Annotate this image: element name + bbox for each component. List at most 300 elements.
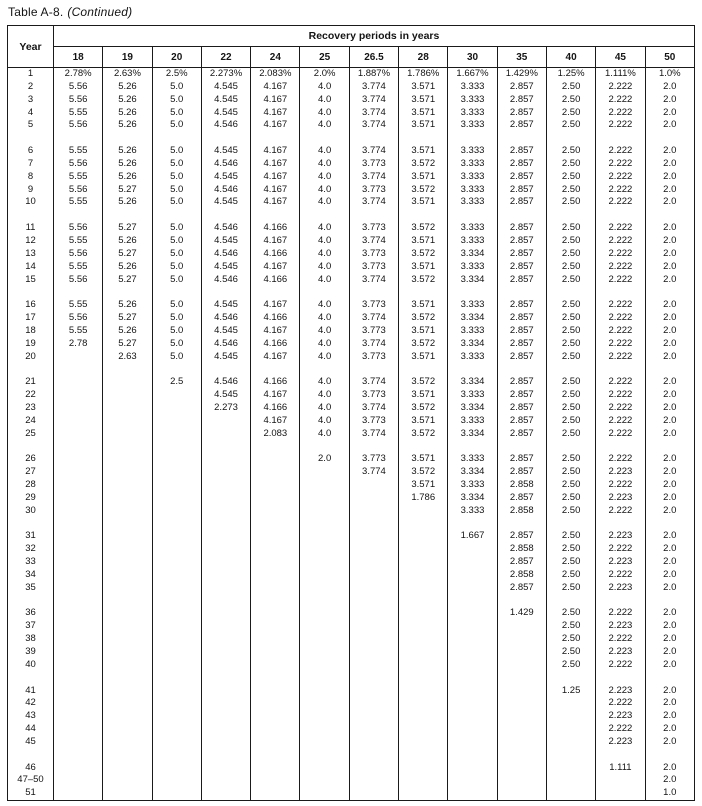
- rate-value-cell: 2.222: [596, 81, 645, 94]
- rate-value-cell: 2.222: [596, 505, 645, 518]
- rate-value-cell: 3.571: [399, 479, 448, 492]
- rate-value-cell: 4.166: [251, 338, 300, 351]
- group-header-row: [8, 26, 695, 47]
- rate-value-cell: 2.0: [645, 158, 694, 171]
- rate-value-cell: [300, 723, 349, 736]
- spacer-cell: [399, 749, 448, 762]
- rate-value-cell: 2.0: [645, 338, 694, 351]
- rate-value-cell: 2.857: [497, 325, 546, 338]
- rate-value-cell: 2.0: [645, 171, 694, 184]
- rate-value-cell: [54, 376, 103, 389]
- rate-value-cell: [546, 697, 595, 710]
- table-row: [8, 351, 695, 364]
- rate-value-cell: 4.546: [201, 338, 250, 351]
- rate-value-cell: [103, 633, 152, 646]
- rate-value-cell: [300, 620, 349, 633]
- rate-value-cell: [201, 685, 250, 698]
- rate-value-cell: 4.0: [300, 107, 349, 120]
- rate-value-cell: 2.0: [645, 762, 694, 775]
- rate-value-cell: 1.429: [497, 607, 546, 620]
- spacer-cell: [349, 518, 398, 531]
- rate-value-cell: 4.167: [251, 299, 300, 312]
- rate-value-cell: 2.0: [645, 94, 694, 107]
- rate-value-cell: 5.56: [54, 94, 103, 107]
- rate-value-cell: 3.774: [349, 402, 398, 415]
- spacer-cell: [546, 209, 595, 222]
- rate-value-cell: 3.572: [399, 158, 448, 171]
- spacer-cell: [251, 132, 300, 145]
- year-cell: 40: [8, 659, 54, 672]
- rate-value-cell: 2.857: [497, 81, 546, 94]
- rate-value-cell: 3.774: [349, 428, 398, 441]
- rate-value-cell: 3.773: [349, 389, 398, 402]
- rate-value-cell: 2.50: [546, 222, 595, 235]
- rate-value-cell: [103, 762, 152, 775]
- rate-value-cell: 2.50: [546, 569, 595, 582]
- rate-value-cell: [251, 762, 300, 775]
- spacer-cell: [300, 440, 349, 453]
- rate-value-cell: 2.0: [645, 569, 694, 582]
- rate-value-cell: [201, 697, 250, 710]
- rate-value-cell: 2.222: [596, 351, 645, 364]
- rate-value-cell: 2.0: [645, 530, 694, 543]
- rate-value-cell: 3.571: [399, 235, 448, 248]
- rate-value-cell: 2.50: [546, 196, 595, 209]
- rate-value-cell: 2.857: [497, 248, 546, 261]
- spacer-cell: [448, 672, 497, 685]
- rate-value-cell: 2.857: [497, 492, 546, 505]
- rate-value-cell: 3.333: [448, 145, 497, 158]
- rate-value-cell: [251, 646, 300, 659]
- spacer-cell: [448, 209, 497, 222]
- table-row: [8, 402, 695, 415]
- rate-value-cell: 3.571: [399, 325, 448, 338]
- rate-value-cell: 3.572: [399, 184, 448, 197]
- rate-value-cell: [152, 607, 201, 620]
- rate-value-cell: 1.25: [546, 685, 595, 698]
- rate-value-cell: 2.50: [546, 582, 595, 595]
- spacer-row: [8, 132, 695, 145]
- rate-value-cell: 2.0: [645, 723, 694, 736]
- spacer-row: [8, 595, 695, 608]
- rate-value-cell: 2.0: [645, 479, 694, 492]
- rate-value-cell: 2.222: [596, 697, 645, 710]
- rate-value-cell: [399, 543, 448, 556]
- rate-value-cell: [54, 762, 103, 775]
- rate-value-cell: 2.857: [497, 376, 546, 389]
- rate-value-cell: [300, 466, 349, 479]
- rate-value-cell: 5.55: [54, 196, 103, 209]
- spacer-cell: [596, 595, 645, 608]
- spacer-cell: [201, 518, 250, 531]
- table-row: [8, 723, 695, 736]
- spacer-cell: [399, 132, 448, 145]
- rate-value-cell: 4.0: [300, 389, 349, 402]
- rate-value-cell: 3.571: [399, 81, 448, 94]
- rate-value-cell: 3.333: [448, 94, 497, 107]
- recovery-period-column-header-40: 40: [546, 47, 595, 68]
- rate-value-cell: 3.572: [399, 338, 448, 351]
- rate-value-cell: [54, 633, 103, 646]
- year-cell: 45: [8, 736, 54, 749]
- rate-value-cell: 4.166: [251, 376, 300, 389]
- rate-value-cell: 4.167: [251, 415, 300, 428]
- rate-value-cell: [54, 723, 103, 736]
- rate-value-cell: 2.222: [596, 543, 645, 556]
- rate-value-cell: [251, 453, 300, 466]
- rate-value-cell: 3.773: [349, 261, 398, 274]
- table-row: [8, 81, 695, 94]
- spacer-cell: [152, 749, 201, 762]
- rate-value-cell: [103, 415, 152, 428]
- spacer-cell: [54, 209, 103, 222]
- rate-value-cell: [448, 620, 497, 633]
- rate-value-cell: 3.571: [399, 261, 448, 274]
- spacer-cell: [201, 132, 250, 145]
- spacer-cell: [546, 749, 595, 762]
- rate-value-cell: 5.0: [152, 145, 201, 158]
- rate-value-cell: 5.26: [103, 119, 152, 132]
- rate-value-cell: [54, 543, 103, 556]
- rate-value-cell: 3.773: [349, 158, 398, 171]
- rate-value-cell: [300, 556, 349, 569]
- rate-value-cell: 2.50: [546, 389, 595, 402]
- rate-value-cell: 4.167: [251, 171, 300, 184]
- rate-value-cell: 2.0: [645, 659, 694, 672]
- rate-value-cell: 4.167: [251, 235, 300, 248]
- rate-value-cell: 2.222: [596, 453, 645, 466]
- rate-value-cell: [201, 543, 250, 556]
- spacer-cell: [497, 595, 546, 608]
- rate-value-cell: 2.50: [546, 646, 595, 659]
- rate-value-cell: 2.273%: [201, 68, 250, 81]
- rate-value-cell: 2.50: [546, 505, 595, 518]
- rate-value-cell: [54, 582, 103, 595]
- rate-value-cell: 3.334: [448, 402, 497, 415]
- rate-value-cell: [349, 774, 398, 787]
- rate-value-cell: [54, 492, 103, 505]
- rate-value-cell: 2.0: [645, 620, 694, 633]
- rate-value-cell: 4.0: [300, 325, 349, 338]
- rate-value-cell: 2.50: [546, 235, 595, 248]
- rate-value-cell: 2.50: [546, 299, 595, 312]
- table-row: [8, 697, 695, 710]
- rate-value-cell: 4.546: [201, 119, 250, 132]
- rate-value-cell: 5.55: [54, 171, 103, 184]
- rate-value-cell: 2.0: [645, 119, 694, 132]
- rate-value-cell: 5.56: [54, 274, 103, 287]
- rate-value-cell: 4.0: [300, 299, 349, 312]
- spacer-cell: [645, 209, 694, 222]
- rate-value-cell: [300, 505, 349, 518]
- rate-value-cell: 4.0: [300, 351, 349, 364]
- rate-value-cell: 2.857: [497, 171, 546, 184]
- rate-value-cell: [448, 556, 497, 569]
- rate-value-cell: 2.0: [645, 402, 694, 415]
- rate-value-cell: [251, 582, 300, 595]
- table-row: [8, 119, 695, 132]
- spacer-cell: [300, 595, 349, 608]
- rate-value-cell: 4.546: [201, 274, 250, 287]
- rate-value-cell: 1.786%: [399, 68, 448, 81]
- spacer-cell: [251, 518, 300, 531]
- rate-value-cell: [201, 415, 250, 428]
- rate-value-cell: 4.167: [251, 94, 300, 107]
- rate-value-cell: [54, 646, 103, 659]
- spacer-cell: [596, 209, 645, 222]
- rate-value-cell: [399, 723, 448, 736]
- table-row: [8, 543, 695, 556]
- spacer-row: [8, 749, 695, 762]
- spacer-cell: [152, 286, 201, 299]
- table-row: [8, 762, 695, 775]
- rate-value-cell: [54, 556, 103, 569]
- rate-value-cell: 2.78: [54, 338, 103, 351]
- year-cell: 47–50: [8, 774, 54, 787]
- rate-value-cell: [448, 685, 497, 698]
- spacer-cell: [201, 363, 250, 376]
- year-cell: 42: [8, 697, 54, 710]
- rate-value-cell: 2.50: [546, 376, 595, 389]
- table-row: [8, 646, 695, 659]
- spacer-cell: [103, 672, 152, 685]
- rate-value-cell: 2.222: [596, 428, 645, 441]
- rate-value-cell: 4.167: [251, 325, 300, 338]
- rate-value-cell: [349, 787, 398, 800]
- rate-value-cell: 5.26: [103, 235, 152, 248]
- rate-value-cell: 5.56: [54, 158, 103, 171]
- rate-value-cell: 4.545: [201, 81, 250, 94]
- rate-value-cell: [546, 787, 595, 800]
- rate-value-cell: 2.222: [596, 196, 645, 209]
- rate-value-cell: [596, 774, 645, 787]
- rate-value-cell: 2.857: [497, 389, 546, 402]
- rate-value-cell: 3.572: [399, 466, 448, 479]
- rate-value-cell: 1.0%: [645, 68, 694, 81]
- spacer-cell: [497, 440, 546, 453]
- spacer-cell: [645, 595, 694, 608]
- rate-value-cell: 5.56: [54, 81, 103, 94]
- rate-value-cell: 2.222: [596, 261, 645, 274]
- rate-value-cell: [497, 723, 546, 736]
- year-cell: 25: [8, 428, 54, 441]
- rate-value-cell: [103, 453, 152, 466]
- rate-value-cell: [103, 389, 152, 402]
- rate-value-cell: [300, 569, 349, 582]
- rate-value-cell: [251, 479, 300, 492]
- spacer-cell: [300, 286, 349, 299]
- recovery-period-column-header-22: 22: [201, 47, 250, 68]
- rate-value-cell: [399, 556, 448, 569]
- rate-value-cell: [103, 376, 152, 389]
- rate-value-cell: [349, 505, 398, 518]
- rate-value-cell: 2.0: [645, 543, 694, 556]
- rate-value-cell: 4.167: [251, 196, 300, 209]
- rate-value-cell: [300, 659, 349, 672]
- rate-value-cell: [448, 633, 497, 646]
- rate-value-cell: [251, 736, 300, 749]
- rate-value-cell: 5.0: [152, 222, 201, 235]
- rate-value-cell: 4.546: [201, 312, 250, 325]
- rate-value-cell: 2.857: [497, 107, 546, 120]
- rate-value-cell: [448, 569, 497, 582]
- rate-value-cell: [497, 736, 546, 749]
- table-row: [8, 659, 695, 672]
- rate-value-cell: 3.333: [448, 325, 497, 338]
- rate-value-cell: [152, 659, 201, 672]
- rate-value-cell: 4.546: [201, 184, 250, 197]
- rate-value-cell: 2.50: [546, 325, 595, 338]
- rate-value-cell: [103, 787, 152, 800]
- rate-value-cell: 1.0: [645, 787, 694, 800]
- rate-value-cell: [251, 556, 300, 569]
- year-cell: 3: [8, 94, 54, 107]
- rate-value-cell: [399, 697, 448, 710]
- rate-value-cell: 4.545: [201, 261, 250, 274]
- rate-value-cell: 5.55: [54, 235, 103, 248]
- rate-value-cell: [399, 569, 448, 582]
- table-row: [8, 505, 695, 518]
- rate-value-cell: [54, 351, 103, 364]
- rate-value-cell: 2.0: [645, 222, 694, 235]
- recovery-period-column-header-45: 45: [596, 47, 645, 68]
- rate-value-cell: 1.429%: [497, 68, 546, 81]
- rate-value-cell: 3.773: [349, 351, 398, 364]
- spacer-cell: [54, 518, 103, 531]
- table-row: [8, 376, 695, 389]
- year-cell: 13: [8, 248, 54, 261]
- rate-value-cell: 3.333: [448, 107, 497, 120]
- rate-value-cell: 5.0: [152, 81, 201, 94]
- rate-value-cell: 3.333: [448, 351, 497, 364]
- rate-value-cell: 2.857: [497, 312, 546, 325]
- rate-value-cell: 3.334: [448, 312, 497, 325]
- rate-value-cell: [546, 723, 595, 736]
- rate-value-cell: [349, 607, 398, 620]
- spacer-cell: [399, 209, 448, 222]
- rate-value-cell: [349, 582, 398, 595]
- spacer-cell: [596, 286, 645, 299]
- rate-value-cell: [399, 505, 448, 518]
- rate-value-cell: 2.50: [546, 81, 595, 94]
- rate-value-cell: 2.50: [546, 274, 595, 287]
- table-row: [8, 184, 695, 197]
- rate-value-cell: [448, 646, 497, 659]
- rate-value-cell: 4.0: [300, 196, 349, 209]
- spacer-cell: [103, 518, 152, 531]
- rate-value-cell: [201, 607, 250, 620]
- table-row: [8, 479, 695, 492]
- table-row: [8, 453, 695, 466]
- rate-value-cell: [54, 774, 103, 787]
- rate-value-cell: 5.0: [152, 338, 201, 351]
- recovery-period-column-header-26.5: 26.5: [349, 47, 398, 68]
- rate-value-cell: [103, 428, 152, 441]
- rate-value-cell: 5.0: [152, 107, 201, 120]
- rate-value-cell: 2.223: [596, 530, 645, 543]
- rate-value-cell: [152, 415, 201, 428]
- table-row: [8, 607, 695, 620]
- rate-value-cell: 2.5: [152, 376, 201, 389]
- table-row: [8, 569, 695, 582]
- rate-value-cell: 2.223: [596, 710, 645, 723]
- spacer-row: [8, 363, 695, 376]
- spacer-cell: [152, 672, 201, 685]
- spacer-cell: [645, 749, 694, 762]
- table-row: [8, 389, 695, 402]
- year-cell: 28: [8, 479, 54, 492]
- rate-value-cell: 3.572: [399, 428, 448, 441]
- spacer-cell: [546, 518, 595, 531]
- year-cell: 26: [8, 453, 54, 466]
- spacer-cell: [497, 518, 546, 531]
- rate-value-cell: 2.0: [645, 196, 694, 209]
- rate-value-cell: 3.774: [349, 145, 398, 158]
- rate-value-cell: [54, 505, 103, 518]
- rate-value-cell: 2.63%: [103, 68, 152, 81]
- rate-value-cell: 2.50: [546, 248, 595, 261]
- rate-value-cell: 3.333: [448, 389, 497, 402]
- rate-value-cell: [399, 736, 448, 749]
- spacer-cell: [152, 518, 201, 531]
- rate-value-cell: 3.773: [349, 184, 398, 197]
- year-cell: 38: [8, 633, 54, 646]
- rate-value-cell: 4.167: [251, 184, 300, 197]
- rate-value-cell: 1.667: [448, 530, 497, 543]
- rate-value-cell: 4.167: [251, 351, 300, 364]
- spacer-cell: [546, 132, 595, 145]
- spacer-cell: [300, 209, 349, 222]
- rate-value-cell: 4.166: [251, 402, 300, 415]
- rate-value-cell: [300, 697, 349, 710]
- rate-value-cell: 2.857: [497, 261, 546, 274]
- rate-value-cell: [300, 787, 349, 800]
- rate-value-cell: 2.0: [645, 710, 694, 723]
- rate-value-cell: 2.223: [596, 582, 645, 595]
- rate-value-cell: 4.167: [251, 389, 300, 402]
- rate-value-cell: 2.857: [497, 415, 546, 428]
- rate-value-cell: 2.50: [546, 428, 595, 441]
- spacer-cell: [8, 209, 54, 222]
- rate-value-cell: 3.774: [349, 171, 398, 184]
- rate-value-cell: [152, 633, 201, 646]
- rate-value-cell: 2.0: [645, 466, 694, 479]
- rate-value-cell: 4.545: [201, 196, 250, 209]
- rate-value-cell: 2.0: [645, 261, 694, 274]
- rate-value-cell: [349, 659, 398, 672]
- rate-value-cell: [103, 479, 152, 492]
- rate-value-cell: 2.50: [546, 543, 595, 556]
- rate-value-cell: 2.222: [596, 607, 645, 620]
- rate-value-cell: [349, 633, 398, 646]
- rate-value-cell: 2.63: [103, 351, 152, 364]
- table-row: [8, 299, 695, 312]
- spacer-cell: [8, 595, 54, 608]
- spacer-cell: [8, 132, 54, 145]
- rate-value-cell: 3.333: [448, 415, 497, 428]
- rate-value-cell: 3.333: [448, 453, 497, 466]
- rate-value-cell: 3.774: [349, 274, 398, 287]
- rate-value-cell: 5.56: [54, 248, 103, 261]
- rate-value-cell: [54, 697, 103, 710]
- rate-value-cell: [201, 710, 250, 723]
- rate-value-cell: 3.774: [349, 235, 398, 248]
- year-cell: 15: [8, 274, 54, 287]
- rate-value-cell: 2.858: [497, 479, 546, 492]
- year-cell: 43: [8, 710, 54, 723]
- spacer-cell: [546, 595, 595, 608]
- rate-value-cell: [251, 659, 300, 672]
